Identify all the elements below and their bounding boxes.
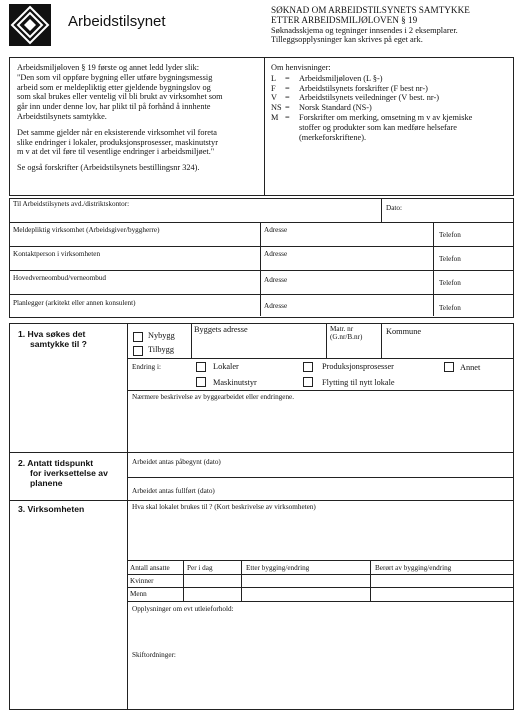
matr-nr-line: (G.nr/B.nr)	[330, 333, 363, 341]
reference-item	[271, 74, 509, 84]
reference-item	[271, 103, 509, 113]
law-line: "Den som vil oppføre bygning eller utføre bygningsmessig	[17, 72, 213, 82]
reference-desc: stoffer og produkter som kan medføre helsefare	[299, 122, 457, 132]
law-line: Arbeidstilsynets samtykke.	[17, 111, 107, 121]
lokaler-label: Lokaler	[213, 362, 239, 371]
contact-person-label: Kontaktperson i virksomheten	[13, 250, 101, 258]
section3-title: 3. Virksomheten	[18, 504, 85, 514]
rental-label: Opplysninger om evt utleieforhold:	[132, 605, 234, 613]
nybygg-label: Nybygg	[148, 331, 175, 340]
reference-desc: (merkeforskriftene).	[299, 132, 367, 142]
section1-title-line: 1. Hva søkes det	[18, 329, 86, 339]
start-date-label: Arbeidet antas påbegynt (dato)	[132, 458, 221, 466]
law-line: slike endringer i lokaler, produksjonsprosesser, maskinutstyr	[17, 137, 218, 147]
today-header: Per i dag	[187, 564, 213, 572]
office-label: Til Arbeidstilsynets avd./distriktskontor:	[13, 200, 130, 208]
reference-desc: Norsk Standard (NS-)	[299, 103, 372, 113]
description-label: Nærmere beskrivelse av byggearbeidet eller endringene.	[132, 393, 295, 401]
law-line: Arbeidsmiljøloven § 19 første og annet ledd lyder slik:	[17, 63, 200, 72]
reference-item	[271, 93, 509, 103]
address-label: Adresse	[264, 302, 288, 310]
annet-label: Annet	[460, 363, 481, 372]
section2-title-line: 2. Antatt tidspunkt	[18, 458, 94, 468]
women-after-cell[interactable]	[242, 575, 369, 587]
tilbygg-checkbox[interactable]	[133, 346, 143, 356]
reference-item	[271, 84, 509, 94]
form-title	[271, 6, 470, 45]
reference-eq: =	[285, 112, 290, 122]
usage-label: Hva skal lokalet brukes til ? (Kort beskrivelse av virksomheten)	[132, 503, 316, 511]
form-title-line: ETTER ARBEIDSMILJØLOVEN § 19	[271, 14, 418, 25]
reference-eq: =	[285, 83, 290, 93]
date-label: Dato:	[386, 204, 402, 212]
men-affected-cell[interactable]	[371, 588, 511, 600]
men-row-label: Menn	[130, 590, 147, 598]
reference-desc: Forskrifter om merking, omsetning m v av kjemiske	[299, 112, 473, 122]
reference-item	[271, 113, 509, 142]
affected-header: Berørt av bygging/endring	[375, 564, 452, 572]
law-line: som skal brukes eller ventelig vil bli brukt av virksomhet som	[17, 92, 223, 102]
men-after-cell[interactable]	[242, 588, 369, 600]
section2-title-line: planene	[30, 477, 63, 488]
employer-label: Meldepliktig virksomhet (Arbeidsgiver/byggherre)	[13, 226, 160, 234]
maskinutstyr-label: Maskinutstyr	[213, 378, 257, 387]
safety-rep-label: Hovedverneombud/verneombud	[13, 274, 107, 282]
section2-title-line: for iverksettelse av	[30, 467, 108, 478]
form-instruction: Tilleggsopplysninger kan skrives på eget ark.	[271, 35, 423, 45]
phone-label: Telefon	[439, 279, 461, 287]
reference-code: NS	[271, 103, 282, 113]
reference-code: V	[271, 93, 277, 103]
tilbygg-label: Tilbygg	[148, 345, 174, 354]
see-also-text: Se også forskrifter (Arbeidstilsynets bestillingsnr 324).	[17, 163, 200, 173]
logo	[9, 4, 51, 46]
endring-label: Endring i:	[132, 363, 161, 371]
law-line: m v at det vil føre til vesentlige endringer i arbeidsmiljøet."	[17, 147, 215, 157]
phone-label: Telefon	[439, 231, 461, 239]
women-affected-cell[interactable]	[371, 575, 511, 587]
law-line: arbeid som er meldepliktig etter gjeldende bygningslov og	[17, 82, 211, 92]
address-label: Adresse	[264, 226, 288, 234]
shift-field[interactable]	[128, 646, 511, 707]
form-title-line: SØKNAD OM ARBEIDSTILSYNETS SAMTYKKE	[271, 5, 470, 15]
men-today-cell[interactable]	[184, 588, 240, 600]
annet-checkbox[interactable]	[444, 362, 454, 372]
law-line: går inn under denne lov, har plikt til på forhånd å innhente	[17, 102, 211, 112]
arbeidstilsynet-logo-icon	[9, 4, 51, 46]
reference-code: L	[271, 73, 277, 83]
reference-code: M	[271, 112, 279, 122]
matr-nr-label	[330, 325, 362, 341]
section1-title	[18, 330, 87, 350]
reference-eq: =	[285, 103, 290, 113]
law-text	[17, 63, 262, 173]
intro-divider	[264, 57, 265, 195]
phone-label: Telefon	[439, 255, 461, 263]
reference-desc: Arbeidstilsynets forskrifter (F best nr-)	[299, 83, 428, 93]
women-today-cell[interactable]	[184, 575, 240, 587]
flytting-label: Flytting til nytt lokale	[322, 378, 395, 387]
lokaler-checkbox[interactable]	[196, 362, 206, 372]
law-line: Det samme gjelder når en eksisterende virksomhet vil foreta	[17, 127, 217, 137]
form-instruction: Søknadsskjema og tegninger innsendes i 2 eksemplarer.	[271, 25, 458, 35]
women-row-label: Kvinner	[130, 577, 154, 585]
employees-header: Antall ansatte	[130, 564, 170, 572]
nybygg-checkbox[interactable]	[133, 332, 143, 342]
maskinutstyr-checkbox[interactable]	[196, 377, 206, 387]
end-date-label: Arbeidet antas fullført (dato)	[132, 487, 215, 495]
shift-label: Skiftordninger:	[132, 651, 176, 659]
references-title: Om henvisninger:	[271, 63, 331, 72]
reference-code: F	[271, 83, 276, 93]
reference-eq: =	[285, 73, 290, 83]
address-label: Adresse	[264, 250, 288, 258]
building-address-label: Byggets adresse	[194, 325, 248, 334]
produksjonsprosesser-label: Produksjonsprosesser	[322, 362, 394, 371]
phone-label: Telefon	[439, 304, 461, 312]
section1-title-line: samtykke til ?	[30, 338, 87, 349]
produksjonsprosesser-checkbox[interactable]	[303, 362, 313, 372]
reference-desc: Arbeidsmiljøloven (L §-)	[299, 73, 383, 83]
after-header: Etter bygging/endring	[246, 564, 310, 572]
matr-nr-line: Matr. nr	[330, 325, 354, 333]
logo-text: Arbeidstilsynet	[68, 13, 166, 30]
kommune-label: Kommune	[386, 327, 422, 336]
planner-label: Planlegger (arkitekt eller annen konsulent)	[13, 299, 136, 307]
address-label: Adresse	[264, 276, 288, 284]
flytting-checkbox[interactable]	[303, 377, 313, 387]
section2-title	[18, 459, 108, 488]
references	[271, 63, 509, 142]
reference-desc: Arbeidstilsynets veiledninger (V best. nr-)	[299, 93, 440, 103]
reference-eq: =	[285, 93, 290, 103]
